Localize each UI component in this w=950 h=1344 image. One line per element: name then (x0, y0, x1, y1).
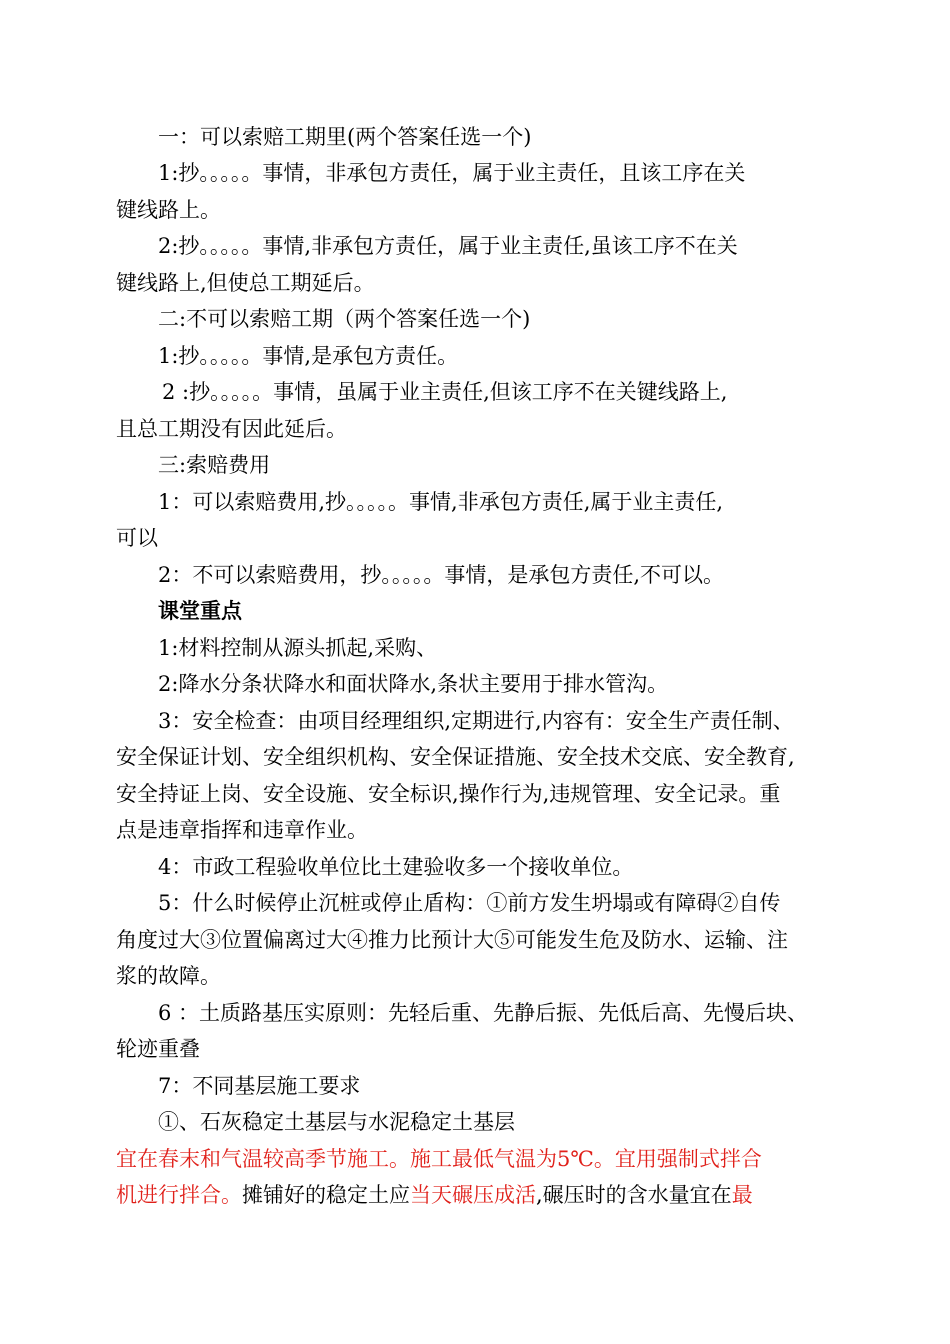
paragraph-line: 1:材料控制从源头抓起,采购、 (158, 636, 438, 660)
paragraph-line: 2:抄。。。。。事情,非承包方责任，属于业主责任,虽该工序不在关 (158, 234, 738, 258)
plain-phrase: 摊铺好的稳定土应 (242, 1183, 410, 1207)
paragraph-line: 键线路上,但使总工期延后。 (116, 271, 375, 295)
paragraph-line: 2：不可以索赔费用，抄。。。。。事情，是承包方责任,不可以。 (158, 563, 725, 587)
section-heading-key-points: 课堂重点 (158, 598, 242, 623)
paragraph-line: ①、石灰稳定土基层与水泥稳定土基层 (158, 1110, 515, 1134)
highlighted-phrase: 最 (731, 1183, 753, 1207)
paragraph-line: 3：安全检查：由项目经理组织,定期进行,内容有：安全生产责任制、 (158, 709, 794, 733)
paragraph-line: 轮迹重叠 (116, 1037, 200, 1061)
paragraph-line: 2:降水分条状降水和面状降水,条状主要用于排水管沟。 (158, 672, 669, 696)
paragraph-line: 安全保证计划、安全组织机构、安全保证措施、安全技术交底、安全教育, (116, 745, 795, 769)
paragraph-line: 点是违章指挥和违章作业。 (116, 818, 368, 842)
paragraph-line: 1:抄。。。。。事情,是承包方责任。 (158, 344, 459, 368)
paragraph-line: 键线路上。 (116, 198, 221, 222)
plain-phrase: ,碾压时的含水量宜在 (536, 1183, 732, 1207)
paragraph-line: 可以 (116, 526, 158, 550)
heading-claim-duration: 一：可以索赔工期里(两个答案任选一个) (158, 125, 532, 149)
paragraph-line: 6 ：土质路基压实原则：先轻后重、先静后振、先低后高、先慢后块、 (158, 1001, 809, 1025)
heading-no-claim-duration: 二:不可以索赔工期（两个答案任选一个) (158, 307, 531, 331)
highlighted-phrase: 机进行拌合。 (116, 1183, 242, 1207)
paragraph-line: 2 :抄。。。。。事情，虽属于业主责任,但该工序不在关键线路上, (162, 380, 728, 404)
paragraph-line: 安全持证上岗、安全设施、安全标识,操作行为,违规管理、安全记录。重 (116, 782, 781, 806)
highlighted-phrase: 当天碾压成活 (410, 1183, 536, 1207)
paragraph-line: 1:抄。。。。。事情，非承包方责任，属于业主责任，且该工序在关 (158, 161, 746, 185)
paragraph-line: 4：市政工程验收单位比土建验收多一个接收单位。 (158, 855, 634, 879)
paragraph-line: 5：什么时候停止沉桩或停止盾构：①前方发生坍塌或有障碍②自传 (158, 891, 781, 915)
paragraph-line: 且总工期没有因此延后。 (116, 417, 347, 441)
paragraph-line: 1：可以索赔费用,抄。。。。。事情,非承包方责任,属于业主责任, (158, 490, 724, 514)
mixed-line (116, 1182, 753, 1208)
paragraph-line: 角度过大③位置偏离过大④推力比预计大⑤可能发生危及防水、运输、注 (116, 928, 788, 952)
paragraph-line: 浆的故障。 (116, 964, 221, 988)
highlighted-line: 宜在春末和气温较高季节施工。施工最低气温为5℃。宜用强制式拌合 (116, 1147, 762, 1171)
heading-claim-cost: 三:索赔费用 (158, 453, 271, 477)
paragraph-line: 7：不同基层施工要求 (158, 1074, 361, 1098)
